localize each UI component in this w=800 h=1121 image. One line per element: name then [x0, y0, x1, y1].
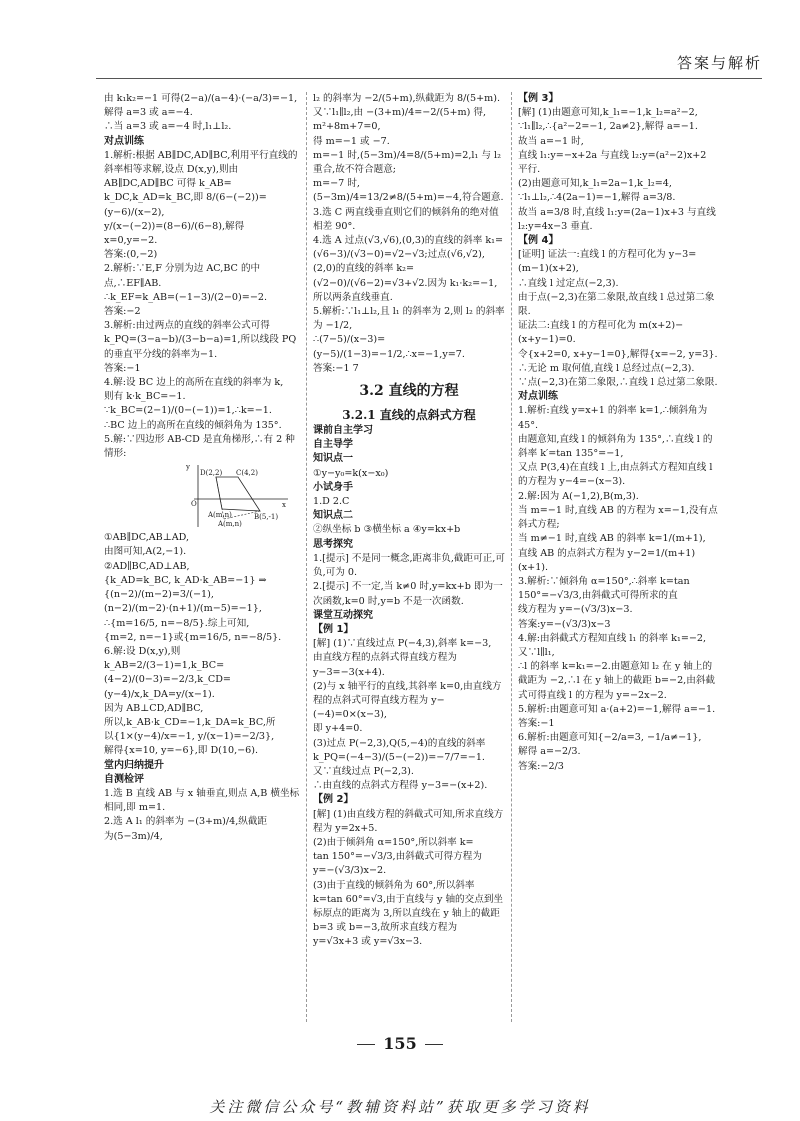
column-separator [306, 92, 307, 1022]
text-line: ∵l₁⊥l₂,∴4(2a−1)=−1,解得 a=3/8. [518, 192, 676, 204]
text-line: tan 150°=−√3/3,由斜截式可得方程为 [313, 851, 482, 863]
trapezoid-figure [188, 463, 290, 529]
text-line: 直线 AB 的点斜式方程为 y−2=1/(m+1)(x+1). [518, 547, 696, 573]
text-line: 直线 l₁:y=−x+2a 与直线 l₂:y=(a²−2)x+2 平行. [518, 149, 710, 176]
answer-line: 答案:−2/3 [518, 760, 564, 772]
text-line: 所以,k_AB·k_CD=−1,k_DA=k_BC,所 [104, 716, 276, 728]
section-heading: 对点训练 [518, 391, 558, 403]
answer-column-1 [104, 92, 300, 844]
text-line: 1.选 B 直线 AB 与 x 轴垂直,则点 A,B 横坐标相同,即 m=1. [104, 787, 300, 814]
text-line: (2)由于倾斜角 α=150°,所以斜率 k= [313, 836, 474, 848]
text-line: ②纵坐标 b ③横坐标 a ④y=kx+b [313, 524, 461, 536]
text-line: ∴l 的斜率 k=k₁=−2.由题意知 l₂ 在 y 轴上的截距为 −2,∴l 在 y 轴上的截距 b=−2,由斜截式可得直线 l 的方程为 y=−2x−2. [518, 661, 716, 701]
text-line: (2)由题意可知,k_l₁=2a−1,k_l₂=4, [518, 178, 672, 190]
section-heading: 堂内归纳提升 [104, 759, 164, 771]
text-line: 当 m=−1 时,直线 AB 的方程为 x=−1,没有点斜式方程; [518, 504, 718, 531]
text-line: ∴(7−5)/(x−3)=(y−5)/(1−3)=−1/2,∴x=−1,y=7. [313, 334, 465, 360]
point-label-d: D(2,2) [200, 469, 223, 478]
text-line: 1.D 2.C [313, 496, 350, 508]
text-line: m=−1 时,(5−3m)/4=8/(5+m)=2,l₁ 与 l₂ 重合,故不符合题意; [313, 149, 505, 176]
text-line: 3.选 C 两直线垂直则它们的倾斜角的绝对值相差 90°. [313, 206, 499, 232]
text-line: ①AB∥DC,AB⊥AD, [104, 532, 190, 544]
text-line: 4.解:由斜截式方程知直线 l₁ 的斜率 k₁=−2, [518, 632, 707, 644]
example-heading: 【例 4】 [518, 235, 559, 247]
section-heading: 课堂互动探究 [313, 609, 373, 621]
text-line: (2,0)的直线的斜率 k₂=(√2−0)/(√6−2)=√3+√2.因为 k₁·k₂=−1,所以两条直线垂直. [313, 263, 498, 303]
text-line: 6.解:设 D(x,y),则 k_AB=2/(3−1)=1,k_BC= [104, 645, 225, 672]
text-line: 为(5−3m)/4, [104, 830, 163, 842]
text-line: 2.选 A l₁ 的斜率为 −(3+m)/4,纵截距 [104, 816, 268, 828]
chapter-title: 3.2 直线的方程 [359, 383, 459, 400]
example-heading: 【例 1】 [313, 623, 354, 635]
answer-column-3 [518, 92, 718, 774]
text-line: 由 k₁k₂=−1 可得(2−a)/(a−4)·(−a/3)=−1,解得 a=3 或 a=−4. [104, 93, 298, 119]
text-line: ∴BC 边上的高所在直线的倾斜角为 135°. [104, 419, 282, 431]
text-line: 因为 AB⊥CD,AD∥BC, [104, 702, 204, 714]
text-line: [解] (1)由题意可知,k_l₁=−1,k_l₂=a²−2, [518, 107, 698, 119]
section-heading: 思考探究 [313, 538, 353, 550]
text-line: l₂ 的斜率为 −2/(5+m),纵截距为 8/(5+m). [313, 93, 501, 104]
text-line: ①y−y₀=k(x−x₀) [313, 467, 389, 479]
text-line: 又∵l₁∥l₂,由 −(3+m)/4=−2/(5+m) 得, [313, 107, 487, 119]
text-line: (3)由于直线的倾斜角为 60°,所以斜率 k=tan 60°=√3,由于直线与 y 轴的交点到坐标原点的距离为 3,所以直线在 y 轴上的截距 b=3 或 b=−3,故所求直线方程为 y=√3x+3 或 y=√3x−3. [313, 879, 504, 948]
text-line: ∴由直线的点斜式方程得 y−3=−(x+2). [313, 780, 488, 792]
text-line: 证法二:直线 l 的方程可化为 m(x+2)−(x+y−1)=0. [518, 320, 684, 346]
example-heading: 【例 2】 [313, 794, 354, 806]
answer-column-2 [313, 92, 505, 950]
header-rule [96, 78, 762, 79]
text-line: ∵k_BC=(2−1)/(0−(−1))=1,∴k=−1. [104, 405, 272, 417]
origin-label: O [191, 500, 197, 509]
text-line: ∵l₁∥l₂,∴{a²−2=−1, 2a≠2},解得 a=−1. [518, 121, 698, 133]
page-number-dash-right [425, 1044, 443, 1045]
section-heading: 对点训练 [104, 135, 144, 147]
text-line: 2.解析:∵E,F 分别为边 AC,BC 的中点,∴EF∥AB. [104, 263, 261, 289]
page-number-dash-left [357, 1044, 375, 1045]
text-line: ∴当 a=3 或 a=−4 时,l₁⊥l₂. [104, 121, 232, 133]
text-line: 2.[提示] 不一定,当 k≠0 时,y=kx+b 即为一次函数,k=0 时,y=b 不是一次函数. [313, 581, 503, 607]
text-line: 1.解析:根据 AB∥DC,AD∥BC,利用平行直线的斜率相等求解,设点 D(x,y),则由 AB∥DC,AD∥BC 可得 k_AB= [104, 149, 298, 190]
text-line: 2.解:因为 A(−1,2),B(m,3). [518, 490, 639, 502]
section-heading: 课前自主学习 [313, 425, 373, 437]
text-line: ②AD∥BC,AD⊥AB, [104, 560, 190, 572]
text-line: 又点 P(3,4)在直线 l 上,由点斜式方程知直线 l 的方程为 y−4=−(x−3). [518, 462, 716, 488]
text-line: 则有 k·k_BC=−1. [104, 391, 186, 403]
axis-label-x: x [282, 501, 286, 510]
text-line: 4.解:设 BC 边上的高所在直线的斜率为 k, [104, 377, 284, 389]
text-line: ∴k_EF=k_AB=(−1−3)/(2−0)=−2. [104, 291, 268, 303]
text-line: ∴无论 m 取何值,直线 l 总经过点(−2,3). [518, 362, 695, 374]
answer-line: 答案:(0,−2) [104, 249, 158, 261]
text-line: k_DC,k_AD=k_BC,即 8/(6−(−2))=(y−6)/(x−2), [104, 192, 267, 218]
footer-note: 关注微信公众号“教辅资料站”获取更多学习资料 [209, 1098, 591, 1116]
text-line: 故当 a=−1 时, [518, 135, 584, 147]
text-line: 5.解:∵四边形 AB-CD 是直角梯形,∴有 2 种情形: [104, 433, 295, 460]
column-separator [511, 92, 512, 1022]
section-heading: 小试身手 [313, 481, 353, 493]
answer-line: 答案:−1 [518, 717, 555, 729]
page-number-value: 155 [383, 1034, 417, 1053]
text-line: 5.解析:由题意可知 a·(a+2)=−1,解得 a=−1. [518, 703, 716, 715]
answer-line: 答案:−1 7 [313, 362, 359, 374]
text-line: [解] (1)由直线方程的斜截式可知,所求直线方程为 y=2x+5. [313, 808, 504, 834]
text-line: 线方程为 y=−(√3/3)x−3. [518, 604, 633, 616]
text-line: 解得{x=10, y=−6},即 D(10,−6). [104, 745, 259, 757]
text-line: 由图可知,A(2,−1). [104, 546, 187, 558]
text-line: 以{1×(y−4)/x=−1, y/(x−1)=−2/3}, [104, 731, 275, 743]
text-line: 由于点(−2,3)在第二象限,故直线 l 总过第二象限. [518, 291, 715, 318]
section-title: 3.2.1 直线的点斜式方程 [342, 408, 476, 423]
text-line: 5.解析:∵l₁⊥l₂,且 l₁ 的斜率为 2,则 l₂ 的斜率为 −1/2, [313, 306, 505, 332]
section-heading: 自测检评 [104, 773, 144, 785]
text-line: 6.解析:由题意可知{−2/a=3, −1/a≠−1}, [518, 732, 702, 744]
text-line: (2)与 x 轴平行的直线,其斜率 k=0,由直线方程的点斜式可得直线方程为 y−(−4)=0×(x−3), [313, 680, 502, 721]
text-line: {k_AD=k_BC, k_AD·k_AB=−1} ⇒ [104, 574, 267, 586]
text-line: 得 m=−1 或 −7. [313, 135, 390, 147]
text-line: 令{x+2=0, x+y−1=0},解得{x=−2, y=3}. [518, 348, 718, 360]
point-label-c: C(4,2) [236, 469, 258, 478]
answer-line: 答案:y=−(√3/3)x−3 [518, 618, 611, 630]
text-line: ∴{m=16/5, n=−8/5}.综上可知, [104, 617, 250, 629]
point-label-a1: A(m,n) [208, 511, 232, 520]
section-heading: 知识点二 [313, 510, 353, 522]
answer-line: 答案:−1 [104, 362, 141, 374]
text-line: 解得 a=−2/3. [518, 746, 581, 758]
text-line: 即 y+4=0. [313, 723, 363, 735]
text-line: 又∵l∥l₁, [518, 646, 555, 658]
text-line: 3.解析:∵倾斜角 α=150°,∴斜率 k=tan 150°=−√3/3,由斜截式可得所求的直 [518, 575, 693, 602]
point-label-b: B(5,-1) [254, 513, 279, 522]
text-line: (4−2)/(0−3)=−2/3,k_CD=(y−4)/x,k_DA=y/(x−1). [104, 674, 231, 700]
header-title: 答案与解析 [676, 54, 762, 72]
text-line: 1.解析:直线 y=x+1 的斜率 k=1,∴倾斜角为 45°. [518, 405, 711, 431]
text-line: 3.解析:由过两点的直线的斜率公式可得 k_PQ=(3−a−b)/(3−b−a)=1,所以线段 PQ 的垂直平分线的斜率为−1. [104, 320, 300, 360]
section-heading: 自主导学 [313, 439, 353, 451]
text-line: {(n−2)/(m−2)=3/(−1), (n−2)/(m−2)·(n+1)/(m−5)=−1}, [104, 589, 262, 615]
text-line: 由直线方程的点斜式得直线方程为 y−3=−3(x+4). [313, 652, 460, 678]
text-line: 4.选 A 过点(√3,√6),(0,3)的直线的斜率 k₁=(√6−3)/(√3−0)=√2−√3;过点(√6,√2), [313, 235, 504, 261]
text-line: m²+8m+7=0, [313, 121, 381, 133]
text-line: m=−7 时,(5−3m)/4=13/2≠8/(5+m)=−4,符合题意. [313, 178, 504, 204]
text-line: y/(x−(−2))=(8−6)/(6−8),解得 x=0,y=−2. [104, 220, 248, 247]
point-label-a2: A(m,n) [218, 520, 242, 529]
text-line: ∵点(−2,3)在第二象限,∴直线 l 总过第二象限. [518, 377, 718, 389]
section-heading: 知识点一 [313, 453, 353, 465]
text-line: {m=2, n=−1}或{m=16/5, n=−8/5}. [104, 631, 282, 643]
page-number [0, 1034, 800, 1053]
text-line: 又∵直线过点 P(−2,3). [313, 765, 414, 777]
text-line: [解] (1)∵直线过点 P(−4,3),斜率 k=−3, [313, 638, 492, 650]
text-line: 1.[提示] 不是同一概念,距离非负,截距可正,可负,可为 0. [313, 552, 505, 579]
axis-label-y: y [186, 463, 190, 472]
text-line: 由题意知,直线 l 的倾斜角为 135°,∴直线 l 的斜率 k′=tan 135°=−1, [518, 433, 713, 460]
text-line: k_PQ=(−4−3)/(5−(−2))=−7/7=−1. [313, 751, 485, 763]
text-line: (3)过点 P(−2,3),Q(5,−4)的直线的斜率 [313, 737, 486, 749]
text-line: [证明] 证法一:直线 l 的方程可化为 y−3=(m−1)(x+2), [518, 249, 697, 275]
answer-line: 答案:−2 [104, 306, 141, 318]
text-line: ∴直线 l 过定点(−2,3). [518, 277, 619, 289]
example-heading: 【例 3】 [518, 93, 559, 104]
text-line: 当 m≠−1 时,直线 AB 的斜率 k=1/(m+1), [518, 533, 706, 545]
text-line: y=−(√3/3)x−2. [313, 865, 387, 877]
text-line: 故当 a=3/8 时,直线 l₁:y=(2a−1)x+3 与直线 l₂:y=4x−3 垂直. [518, 206, 719, 232]
